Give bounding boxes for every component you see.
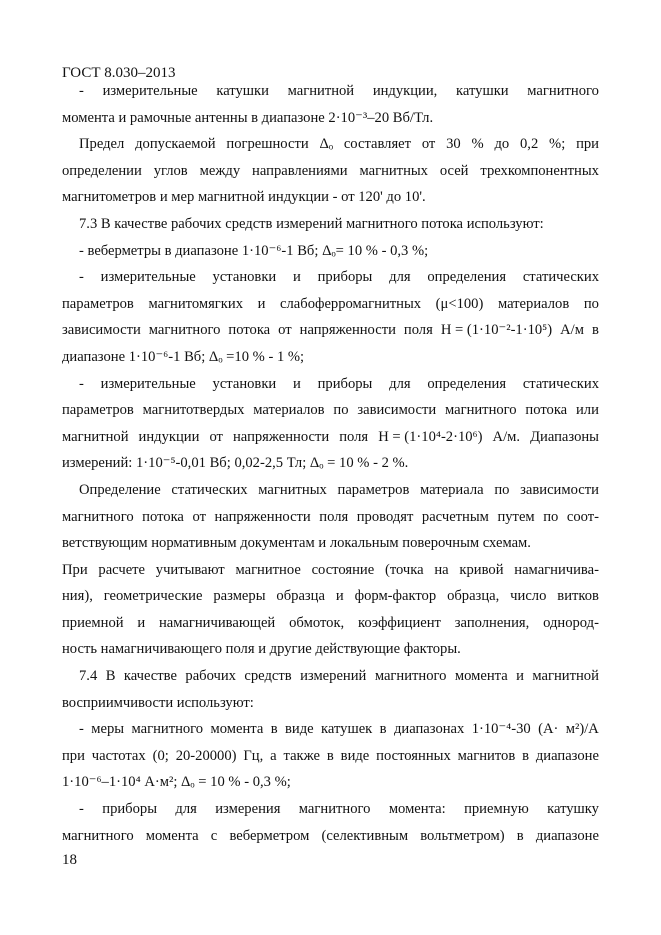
word: магнитного [148,322,221,339]
word: катушки [216,83,269,99]
word: образца [276,588,325,605]
word: магнитное [235,561,301,578]
word: соот- [566,508,599,525]
page-number: 18 [62,852,77,868]
word: магнитного [527,83,599,99]
word: от [209,428,223,445]
word: учитывают [155,561,225,578]
word: момента [454,668,508,685]
word: до [494,136,510,153]
word: трехкомпонентных [480,162,599,179]
text-line: ность намагничивающего поля и другие действующие факторы. [62,641,461,658]
word: магнитных [258,481,327,498]
word: рабочих [185,668,236,685]
word: магнитного [444,402,517,419]
word: измерительные [102,83,198,99]
text-line [62,78,599,105]
word: поля [319,508,349,525]
word: при [62,747,85,764]
word: Гц, [243,747,264,764]
word: заполнения, [454,614,530,631]
word: потока [142,508,184,525]
word: Предел [79,136,125,153]
word: с [210,827,218,844]
word: (селективным [321,827,409,844]
text-line [62,663,599,690]
word: и [335,588,344,605]
word: (А· [538,721,559,738]
word: момента [210,721,264,738]
word: - [79,375,84,392]
word: слабоферромагнитных [280,295,422,312]
text-line [62,317,599,344]
text-line: диапазоне 1·10⁻⁶-1 Вб; Δₒ =10 % - 1 %; [62,348,305,365]
word: расчетным [421,508,489,525]
word: допускаемой [135,136,216,153]
word: для [389,375,411,392]
text-line: 1·10⁻⁶–1·10⁴ А·м²; Δₒ = 10 % - 0,3 %; [62,774,291,791]
word: для [175,801,197,818]
word: - [79,801,84,818]
word: и [293,375,301,392]
word: измерительные [100,269,196,286]
word: в [270,721,278,738]
word: осей [439,162,469,179]
word: статических [522,375,599,392]
text-line [62,131,599,158]
text-line [62,477,599,504]
word: по [543,508,559,525]
word: для [389,269,411,286]
word: число [510,588,547,605]
word: 30 [446,136,461,153]
word: магнитного [131,721,204,738]
word: при [576,136,599,153]
word: катушки [456,83,509,99]
word: проводят [356,508,414,525]
word: а [270,747,277,764]
word: в [591,322,599,339]
word: (0; [152,747,169,764]
text-line [62,371,599,398]
word: катушку [547,801,599,818]
word: зависимости [62,322,141,339]
word: и [137,614,146,631]
word: намагничивающей [158,614,276,631]
word: на [434,561,449,578]
word: размеры [213,588,266,605]
word: параметров [62,295,134,312]
word: А/м. [492,428,521,445]
word: поля [403,322,433,339]
word: В [105,668,116,685]
word: магнитов [457,747,516,764]
text-line: момента и рамочные антенны в диапазоне 2·10⁻³–20 Вб/Тл. [62,109,434,126]
word: обмоток, [289,614,345,631]
word: приборы [317,375,373,392]
word: определения [427,269,507,286]
word: (точка [384,561,424,578]
word: измерений [300,668,367,685]
word: по [494,481,510,498]
word: приборы [102,801,158,818]
word: меры [91,721,125,738]
word: намагничива- [514,561,599,578]
word: параметров [62,402,134,419]
word: статических [171,481,248,498]
word: форм-фактор [354,588,437,605]
word: диапазонах [393,721,465,738]
text-line [62,610,599,637]
word: определения [427,375,507,392]
word: виде [340,747,370,764]
word: магнитных [359,162,428,179]
word: веберметром [229,827,310,844]
document-code: ГОСТ 8.030–2013 [62,65,176,81]
word: %; [549,136,566,153]
word: состояние [311,561,375,578]
word: образца, [447,588,500,605]
text-line: ветствующим нормативным документам и локальным поверочным схемам. [62,535,531,552]
word: магнитного [62,508,134,525]
word: витков [557,588,599,605]
word: геометрические [103,588,203,605]
word: - [79,83,84,99]
word: коэффициент [358,614,441,631]
text-line [62,397,599,424]
word: потока [228,322,271,339]
word: зависимости [357,402,437,419]
word: качестве [123,668,177,685]
word: Определение [79,481,161,498]
word: - [79,269,84,286]
word: частотах [91,747,146,764]
text-line: измерений: 1·10⁻⁵-0,01 Вб; 0,02-2,5 Тл; Δₒ = 10 % - 2 %. [62,455,409,472]
word: в [522,747,529,764]
word: приемную [464,801,529,818]
word: и [516,668,524,685]
text-line [62,796,599,823]
text-line [62,743,599,770]
word: составляет [343,136,412,153]
word: момента: [388,801,446,818]
word: погрешности [226,136,309,153]
word: от [278,322,292,339]
document-body [62,78,599,849]
word: При [62,561,88,578]
word: момента [145,827,199,844]
word: магнитного [62,827,134,844]
word: зависимости [520,481,599,498]
word: напряженности [232,428,330,445]
word: кривой [459,561,504,578]
word: направлениями [252,162,348,179]
word: поля [339,428,369,445]
word: напряженности [299,322,396,339]
word: магнитной [287,83,355,99]
word: измерительные [100,375,196,392]
word: H = (1·10⁻²-1·10⁵) [440,322,553,339]
word: постоянных [376,747,451,764]
word: 7.4 [79,668,98,685]
word: углов [153,162,188,179]
text-line [62,424,599,451]
word: Диапазоны [530,428,599,445]
word: диапазоне [535,827,599,844]
word: Δₒ [319,136,334,153]
word: магнитной [532,668,599,685]
word: по [583,295,599,312]
word: материалов [253,402,325,419]
word: также [283,747,321,764]
word: однород- [543,614,599,631]
word: м²)/А [565,721,599,738]
text-line [62,583,599,610]
word: и [293,269,301,286]
word: статических [522,269,599,286]
word: материалов [497,295,570,312]
text-line: магнитометров и мер магнитной индукции - от 120' до 10'. [62,189,426,206]
word: магнитной [62,428,129,445]
word: 1·10⁻⁴-30 [471,721,531,738]
word: 20-20000) [175,747,237,764]
word: и [257,295,266,312]
text-line [62,291,599,318]
word: путем [497,508,535,525]
word: магнитотвердых [142,402,245,419]
text-line: - веберметры в диапазоне 1·10⁻⁶-1 Вб; Δₒ= 10 % - 0,3 %; [79,242,429,259]
word: диапазоне [535,747,599,764]
word: А/м [560,322,584,339]
word: % [471,136,484,153]
word: виде [285,721,314,738]
text-line [62,504,599,531]
text-line: 7.3 В качестве рабочих средств измерений магнитного потока используют: [79,215,544,232]
word: вольтметром) [420,827,505,844]
text-line [62,557,599,584]
word: потока [525,402,568,419]
word: параметров [337,481,410,498]
word: по [333,402,349,419]
word: ния), [62,588,93,605]
text-line [62,264,599,291]
word: измерения [215,801,281,818]
word: установки [212,269,277,286]
word: 0,2 [520,136,539,153]
word: между [199,162,241,179]
word: в [379,721,387,738]
word: или [576,402,599,419]
word: индукции [138,428,200,445]
word: от [192,508,206,525]
word: - [79,721,84,738]
word: в [516,827,524,844]
word: от [421,136,436,153]
text-line: восприимчивости используют: [62,694,254,711]
word: средств [244,668,292,685]
word: приемной [62,614,124,631]
word: материала [420,481,484,498]
word: индукции, [372,83,438,99]
text-line [62,158,599,185]
word: катушек [321,721,373,738]
word: расчете [98,561,146,578]
word: установки [212,375,277,392]
word: магнитомягких [148,295,243,312]
word: определении [62,162,142,179]
word: (μ<100) [435,295,484,312]
word: магнитного [298,801,371,818]
word: магнитного [374,668,447,685]
word: приборы [317,269,373,286]
word: напряженности [214,508,311,525]
word: в [326,747,334,764]
text-line [62,716,599,743]
word: H = (1·10⁴-2·10⁶) [378,428,483,445]
text-line [62,823,599,850]
